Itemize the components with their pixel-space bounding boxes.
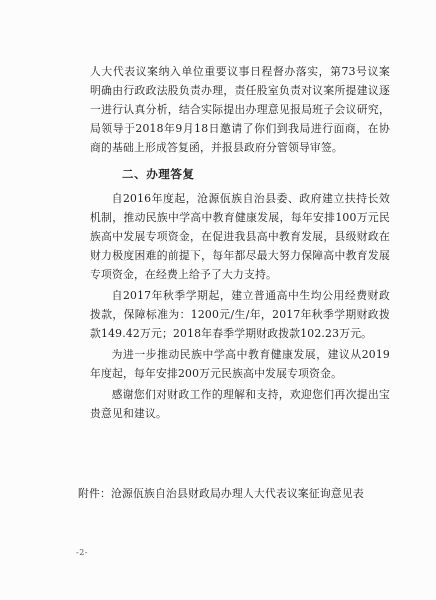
- reply-paragraph-1: 自2016年度起，沧源佤族自治县委、政府建立扶持长效机制，推动民族中学高中教育健康发展，每年安排100万元民族高中发展专项资金，在促进我县高中教育发展，县级财政在财力极度困难的前提下，每年都尽最大努力保障高中教育发展专项资金，在经费上给予了大力支持。: [90, 192, 390, 281]
- page-number: -2-: [76, 548, 88, 557]
- document-body: [90, 62, 390, 425]
- reply-paragraph-2: 自2017年秋季学期起，建立普通高中生均公用经费财政拨款，保障标准为：1200元/生/年，2017年秋季学期财政拨款149.42万元；2018年春季学期财政拨款102.23万元。: [90, 289, 390, 340]
- attachment-line: 附件：沧源佤族自治县财政局办理人大代表议案征询意见表: [78, 487, 364, 500]
- thanks-paragraph: 感谢您们对财政工作的理解和支持，欢迎您们再次提出宝贵意见和建议。: [90, 388, 390, 420]
- section-heading: 二、办理答复: [122, 167, 195, 181]
- intro-paragraph: 人大代表议案纳入单位重要议事日程督办落实，第73号议案明确由行政政法股负责办理，责任股室负责对议案所提建议逐一进行认真分析，结合实际提出办理意见报局班子会议研究，局领导于2018年9月18日邀请了你们到我局进行面商，在协商的基础上形成答复函，并报县政府分管领导审签。: [90, 65, 390, 154]
- reply-paragraph-3: 为进一步推动民族中学高中教育健康发展，建议从2019年度起，每年安排200万元民族高中发展专项资金。: [90, 348, 390, 380]
